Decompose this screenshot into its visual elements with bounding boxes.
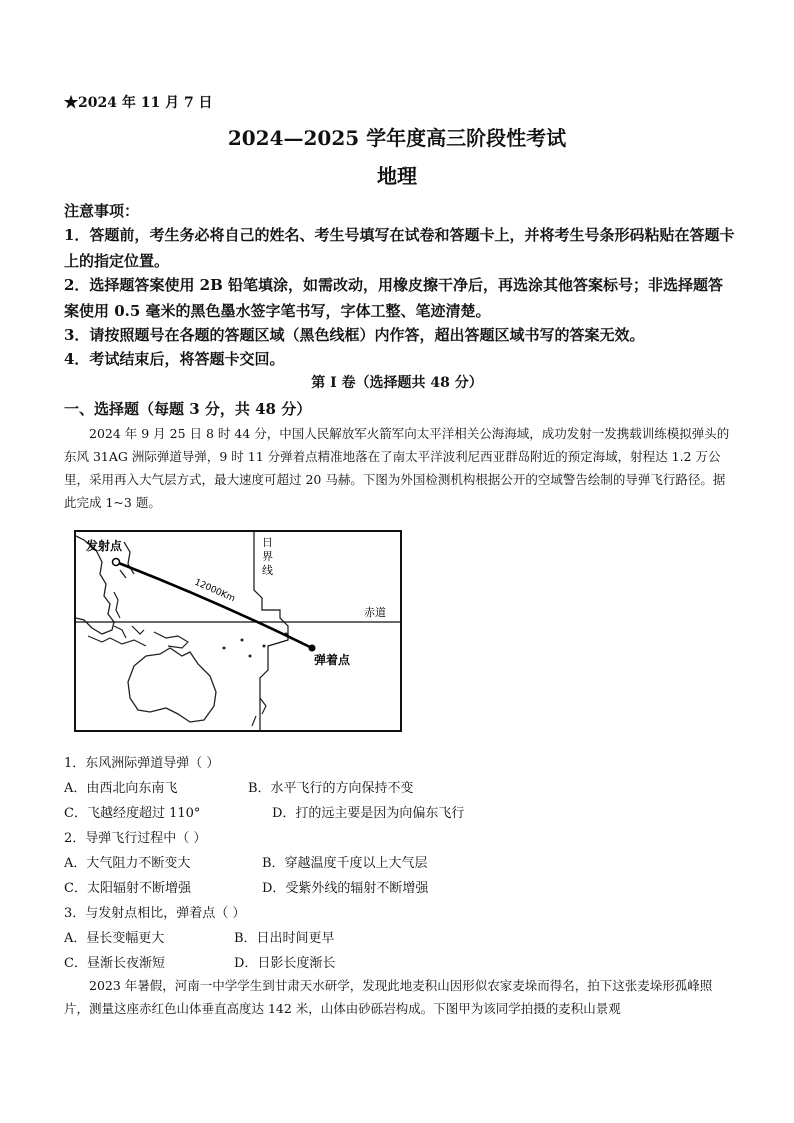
passage-2: 2023 年暑假，河南一中学学生到甘肃天水研学，发现此地麦积山因形似农家麦垛而得名，拍下这张麦垛形孤峰照片，测量这座赤红色山体垂直高度达 142 米，山体由砂砾岩构成。下图甲为该同学拍摄的麦积山景观 [64, 978, 713, 1016]
island-dot [241, 639, 244, 642]
impact-point-label: 弹着点 [314, 653, 351, 667]
question-2-option-d: D．受紫外线的辐射不断增强 [262, 881, 429, 896]
dateline-label-1: 日 [262, 536, 273, 549]
island-dot [223, 647, 226, 650]
launch-point-marker [113, 559, 120, 566]
island-dot [263, 645, 266, 648]
question-1-option-a: A．由西北向东南飞 [64, 781, 178, 796]
question-2-stem: 2．导弹飞行过程中（ ） [64, 831, 207, 846]
subject-title: 地理 [377, 164, 417, 188]
missile-path-map [74, 530, 402, 732]
notice-item-3: 3．请按照题号在各题的答题区域（黑色线框）内作答，超出答题区域书写的答案无效。 [64, 326, 645, 344]
passage-1: 2024 年 9 月 25 日 8 时 44 分，中国人民解放军火箭军向太平洋相关公海海域，成功发射一发携载训练模拟弹头的东风 31AG 洲际弹道导弹，9 时 11 分弹着点精准地落在了南太平洋波利尼西亚群岛附近的预定海域，射程达 1.2 万公里，采用再入大气层方式，最大速度可超过 20 马赫。下图为外国检测机构根据公开的空域警告绘制的导弹飞行路径。据此完成 1~3 题。 [64, 426, 730, 510]
exam-date: ★2024 年 11 月 7 日 [64, 95, 213, 111]
distance-label: 12000Km [192, 577, 237, 605]
dateline-label-2: 界 [262, 550, 273, 563]
question-3-option-c: C．昼渐长夜渐短 [64, 956, 165, 971]
notice-item-1: 1．答题前，考生务必将自己的姓名、考生号填写在试卷和答题卡上，并将考生号条形码粘贴在答题卡上的指定位置。 [64, 226, 735, 270]
question-3-option-b: B．日出时间更早 [234, 931, 335, 946]
exam-title: 2024—2025 学年度高三阶段性考试 [227, 126, 567, 150]
notice-item-2: 2．选择题答案使用 2B 铅笔填涂，如需改动，用橡皮擦干净后，再选涂其他答案标号；非选择题答案使用 0.5 毫米的黑色墨水签字笔书写，字体工整、笔迹清楚。 [64, 276, 724, 320]
equator-label: 赤道 [364, 606, 386, 619]
question-2-option-b: B．穿越温度千度以上大气层 [262, 856, 428, 871]
notice-heading: 注意事项： [64, 202, 140, 220]
notice-item-4: 4．考试结束后，将答题卡交回。 [64, 350, 285, 368]
question-3-option-d: D．日影长度渐长 [234, 956, 336, 971]
part-title: 一、选择题（每题 3 分，共 48 分） [64, 400, 312, 418]
question-3-option-a: A．昼长变幅更大 [64, 931, 165, 946]
question-1-stem: 1．东风洲际弹道导弹（ ） [64, 756, 220, 771]
question-1-option-b: B．水平飞行的方向保持不变 [248, 781, 414, 796]
island-dot [249, 655, 252, 658]
section-title: 第 I 卷（选择题共 48 分） [311, 375, 483, 391]
question-2-option-c: C．太阳辐射不断增强 [64, 881, 191, 896]
dateline-label-3: 线 [262, 564, 273, 577]
impact-point-marker [309, 645, 316, 652]
question-1-option-c: C．飞越经度超过 110° [64, 806, 201, 821]
question-1-option-d: D．打的远主要是因为向偏东飞行 [272, 806, 465, 821]
launch-point-label: 发射点 [86, 539, 123, 553]
question-2-option-a: A．大气阻力不断变大 [64, 856, 191, 871]
map-frame [75, 531, 401, 731]
question-3-stem: 3．与发射点相比，弹着点（ ） [64, 906, 246, 921]
